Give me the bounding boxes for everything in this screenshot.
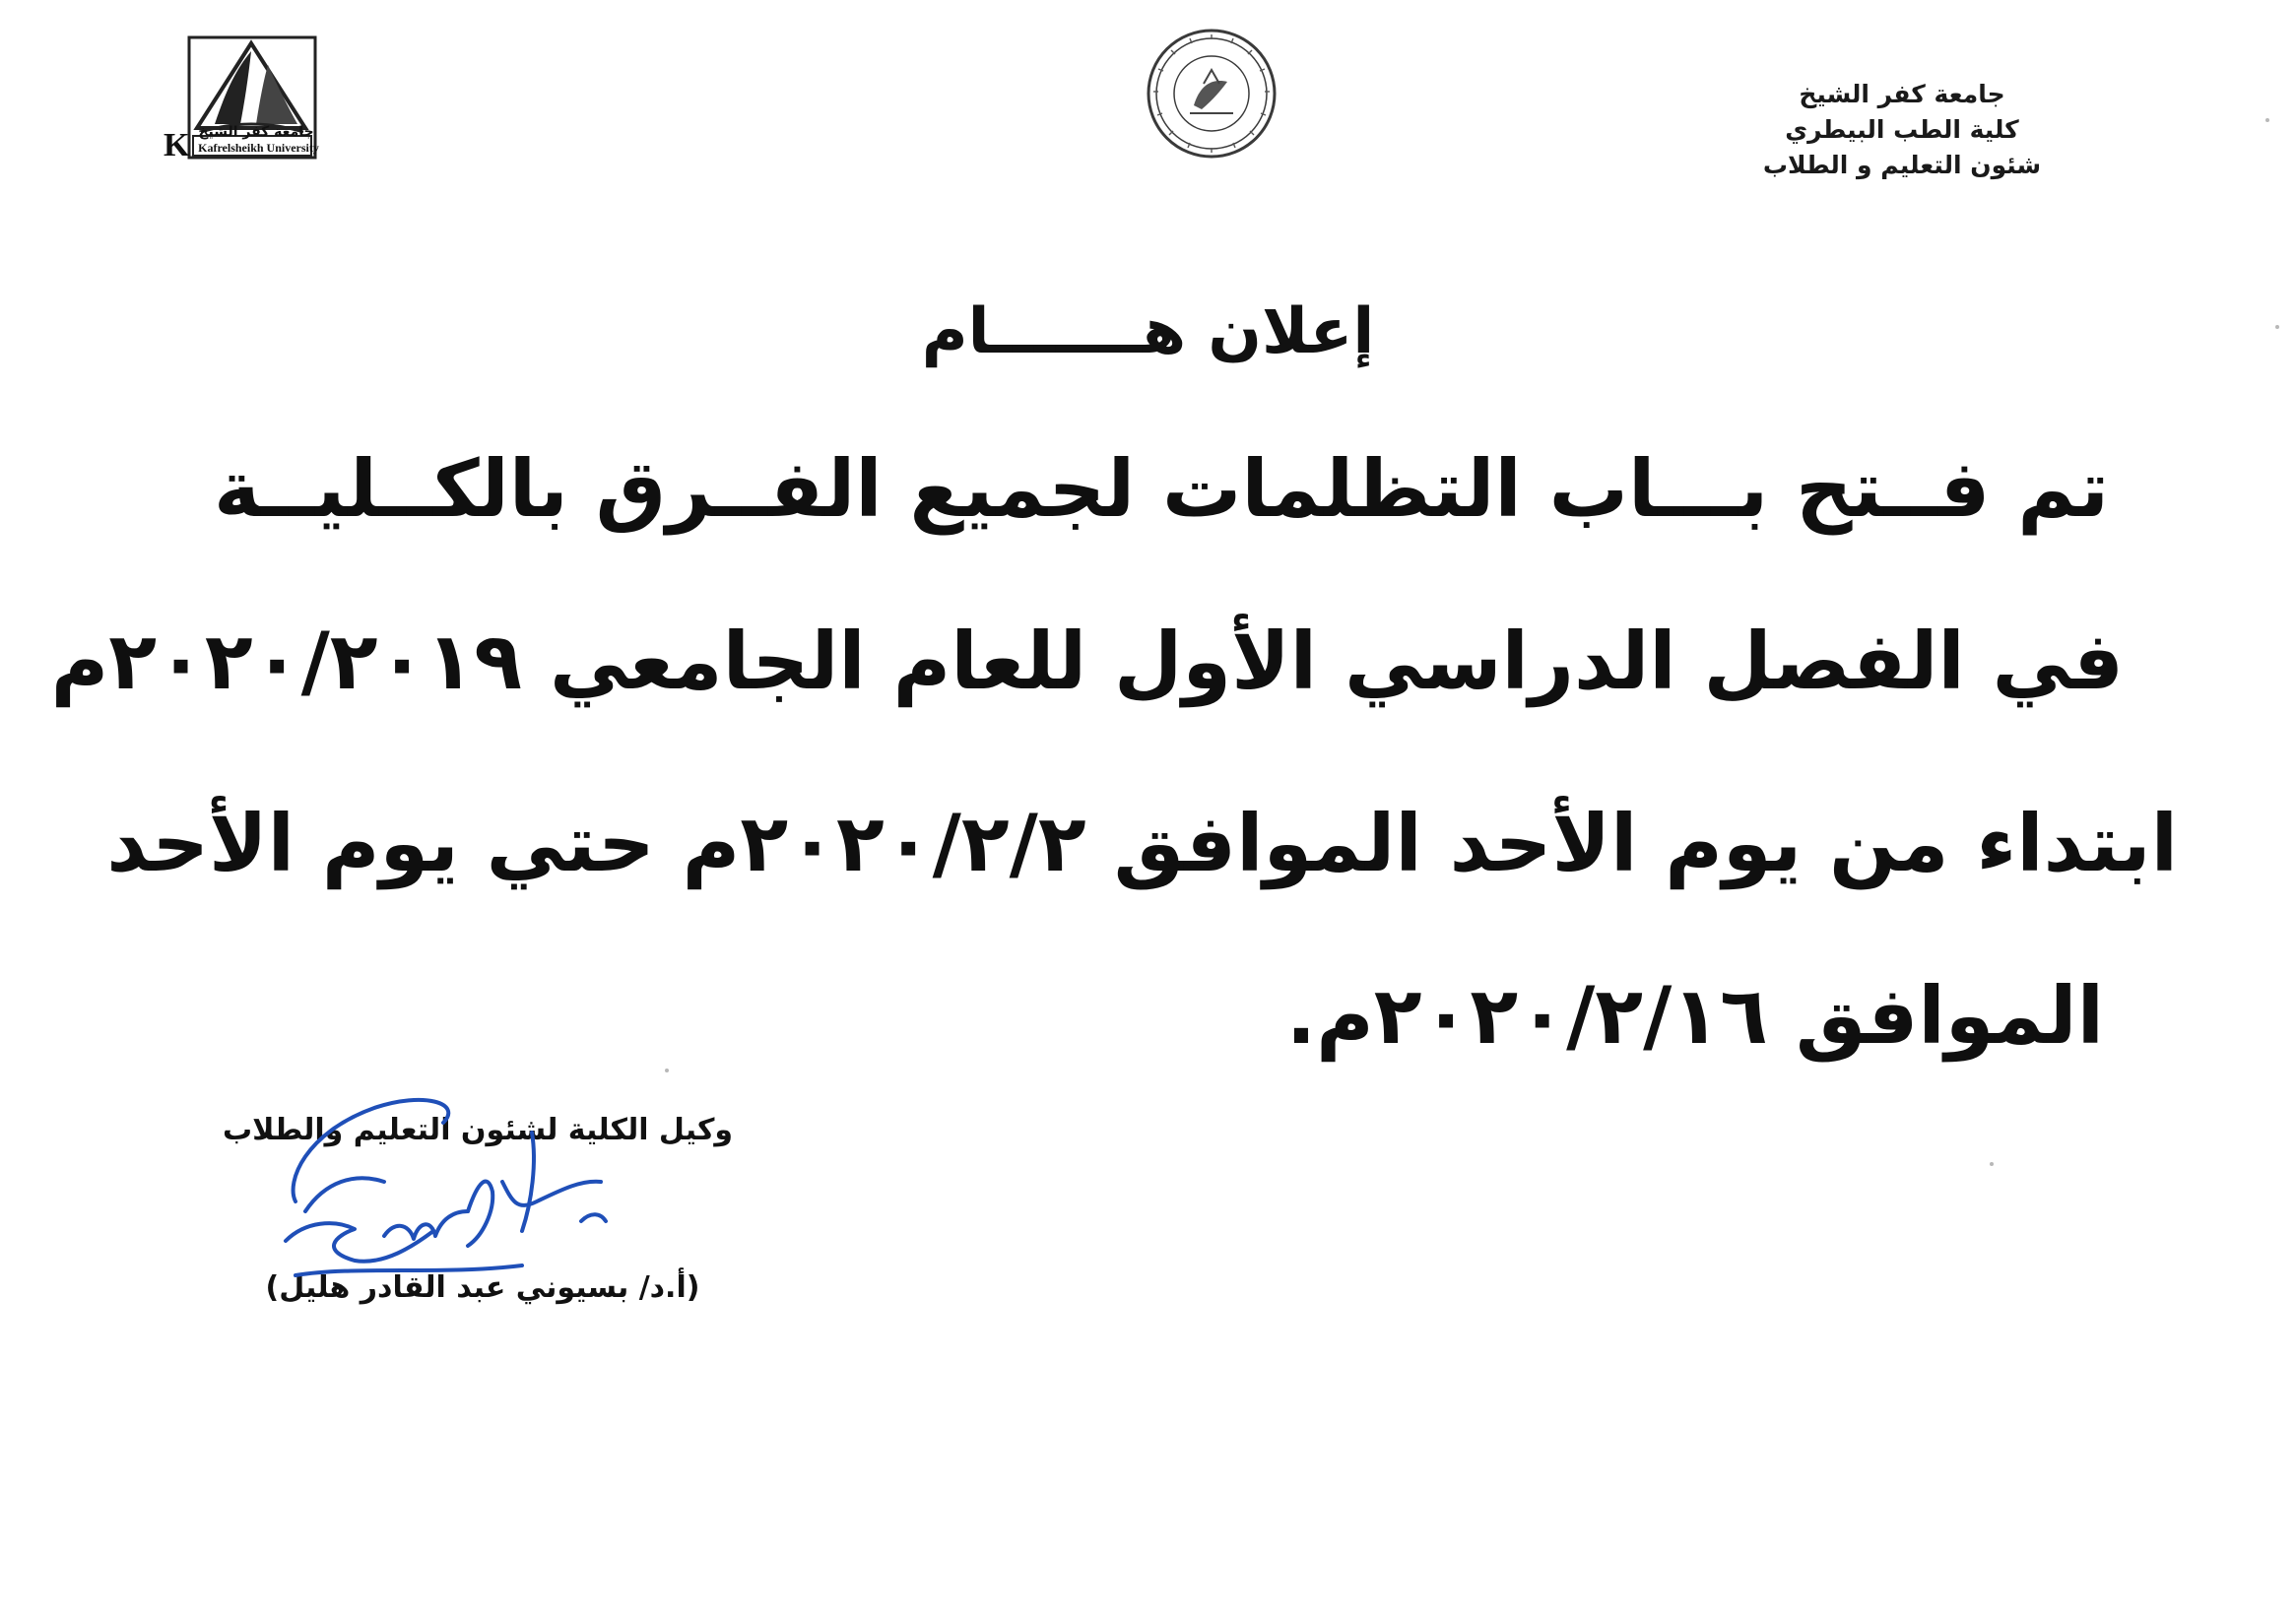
signatory-title: وكيل الكلية لشئون التعليم والطلاب xyxy=(222,1113,734,1147)
scan-speck xyxy=(1990,1162,1994,1166)
institution-header xyxy=(1695,77,2109,183)
university-name: جامعة كفر الشيخ xyxy=(1799,80,2005,108)
announcement-line-1: تم فــتح بـــاب التظلمات لجميع الفــرق بالكــليــة xyxy=(213,443,2109,535)
svg-text:K: K xyxy=(164,127,190,162)
announcement-title: إعلان هـــــــام xyxy=(921,295,1375,368)
faculty-name: كلية الطب البيطري xyxy=(1785,115,2019,144)
department-name: شئون التعليم و الطلاب xyxy=(1762,151,2042,179)
logo-caption-english: Kafrelsheikh University xyxy=(198,141,319,155)
handwritten-signature-icon xyxy=(266,1064,660,1329)
scan-speck xyxy=(2265,118,2269,122)
announcement-line-4: الموافق ٢٠٢٠/٢/١٦م. xyxy=(1285,970,2104,1062)
announcement-line-2: في الفصل الدراسي الأول للعام الجامعي ٢٠٢٠/٢٠١٩م xyxy=(50,616,2124,707)
scan-speck xyxy=(2275,325,2279,329)
logo-caption-arabic: جامعة كفر الشيخ xyxy=(198,124,314,140)
scan-speck xyxy=(665,1069,669,1072)
announcement-line-3: ابتداء من يوم الأحد الموافق ٢٠٢٠/٢/٢م حتي يوم الأحد xyxy=(106,798,2178,889)
quality-accreditation-seal-icon xyxy=(1143,25,1280,162)
signatory-name: (أ.د/ بسيوني عبد القادر هليل) xyxy=(265,1270,700,1305)
